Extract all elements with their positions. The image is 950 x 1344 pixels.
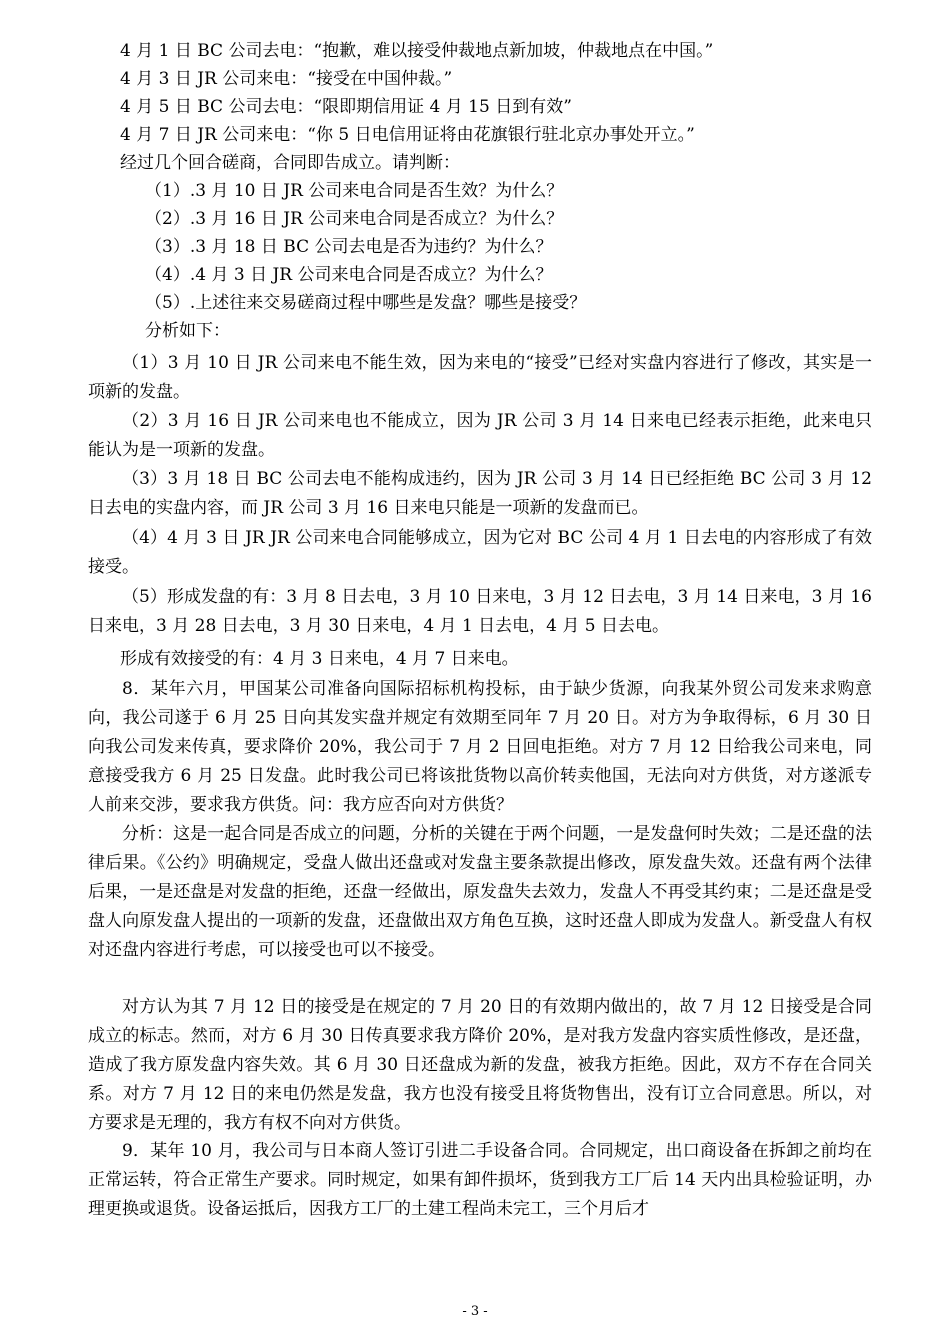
answer-paragraph: （2）3 月 16 日 JR 公司来电也不能成立，因为 JR 公司 3 月 14 日来电已经表示拒绝，此来电只能认为是一项新的发盘。 [88,411,872,460]
telegram-line: 4 月 7 日 JR 公司来电：“你 5 日电信用证将由花旗银行驻北京办事处开立。” [120,125,695,145]
answer-paragraph: （5）形成发盘的有：3 月 8 日去电，3 月 10 日来电，3 月 12 日去电，3 月 14 日来电，3 月 16 日来电，3 月 28 日去电，3 月 30 日来电，4 月 1 日去电，4 月 5 日去电。 [88,587,872,636]
question-item: （5）.上述往来交易磋商过程中哪些是发盘？哪些是接受？ [145,293,587,313]
telegram-line: 4 月 1 日 BC 公司去电：“抱歉，难以接受仲裁地点新加坡，仲裁地点在中国。” [120,41,714,61]
question-item: （4）.4 月 3 日 JR 公司来电合同是否成立？为什么？ [145,265,553,285]
page-number: - 3 - [462,1304,488,1319]
question-prompt: 经过几个回合磋商，合同即告成立。请判断： [120,153,460,173]
answer-paragraph: （4）4 月 3 日 JR JR 公司来电合同能够成立，因为它对 BC 公司 4 月 1 日去电的内容形成了有效接受。 [88,528,872,577]
question-item: （3）.3 月 18 日 BC 公司去电是否为违约？为什么？ [145,237,553,257]
telegram-line: 4 月 5 日 BC 公司去电：“限即期信用证 4 月 15 日到有效” [120,97,572,117]
case-8-analysis: 分析：这是一起合同是否成立的问题，分析的关键在于两个问题，一是发盘何时失效；二是还盘的法律后果。《公约》明确规定，受盘人做出还盘或对发盘主要条款提出修改，原发盘失效。还盘有两个法律后果，一是还盘是对发盘的拒绝，还盘一经做出，原发盘失去效力，发盘人不再受其约束；二是还盘是受盘人向原发盘人提出的一项新的发盘，还盘做出双方角色互换，这时还盘人即成为发盘人。新受盘人有权对还盘内容进行考虑，可以接受也可以不接受。 [88,824,872,960]
case-8-conclusion: 对方认为其 7 月 12 日的接受是在规定的 7 月 20 日的有效期内做出的，故 7 月 12 日接受是合同成立的标志。然而，对方 6 月 30 日传真要求我方降价 20%，是对我方发盘内容实质性修改，是还盘，造成了我方原发盘内容失效。其 6 月 30 日还盘成为新的发盘，被我方拒绝。因此，双方不存在合同关系。对方 7 月 12 日的来电仍然是发盘，我方也没有接受且将货物售出，没有订立合同意思。所以，对方要求是无理的，我方有权不向对方供货。 [88,997,872,1133]
question-item: （2）.3 月 16 日 JR 公司来电合同是否成立？为什么？ [145,209,564,229]
case-8-text: 8．某年六月，甲国某公司准备向国际招标机构投标，由于缺少货源，向我某外贸公司发来求购意向，我公司遂于 6 月 25 日向其发实盘并规定有效期至同年 7 月 20 日。对方为争取得标，6 月 30 日向我公司发来传真，要求降价 20%，我公司于 7 月 2 日回电拒绝。对方 7 月 12 日给我公司来电，同意接受我方 6 月 25 日发盘。此时我公司已将该批货物以高价转卖他国，无法向对方供货，对方遂派专人前来交涉，要求我方供货。问：我方应否向对方供货？ [88,679,872,815]
answer-paragraph: （3）3 月 18 日 BC 公司去电不能构成违约，因为 JR 公司 3 月 14 日已经拒绝 BC 公司 3 月 12 日去电的实盘内容，而 JR 公司 3 月 16 日来电只能是一项新的发盘而已。 [88,469,872,518]
telegram-line: 4 月 3 日 JR 公司来电：“接受在中国仲裁。” [120,69,453,89]
acceptance-summary: 形成有效接受的有：4 月 3 日来电，4 月 7 日来电。 [120,649,519,669]
case-9-text: 9．某年 10 月，我公司与日本商人签订引进二手设备合同。合同规定，出口商设备在拆卸之前均在正常运转，符合正常生产要求。同时规定，如果有卸件损坏，货到我方工厂后 14 天内出具检验证明，办理更换或退货。设备运抵后，因我方工厂的土建工程尚未完工，三个月后才 [88,1141,872,1219]
answer-paragraph: （1）3 月 10 日 JR 公司来电不能生效，因为来电的“接受”已经对实盘内容进行了修改，其实是一项新的发盘。 [88,353,872,402]
question-item: （1）.3 月 10 日 JR 公司来电合同是否生效？为什么？ [145,181,564,201]
analysis-heading: 分析如下： [145,321,230,341]
